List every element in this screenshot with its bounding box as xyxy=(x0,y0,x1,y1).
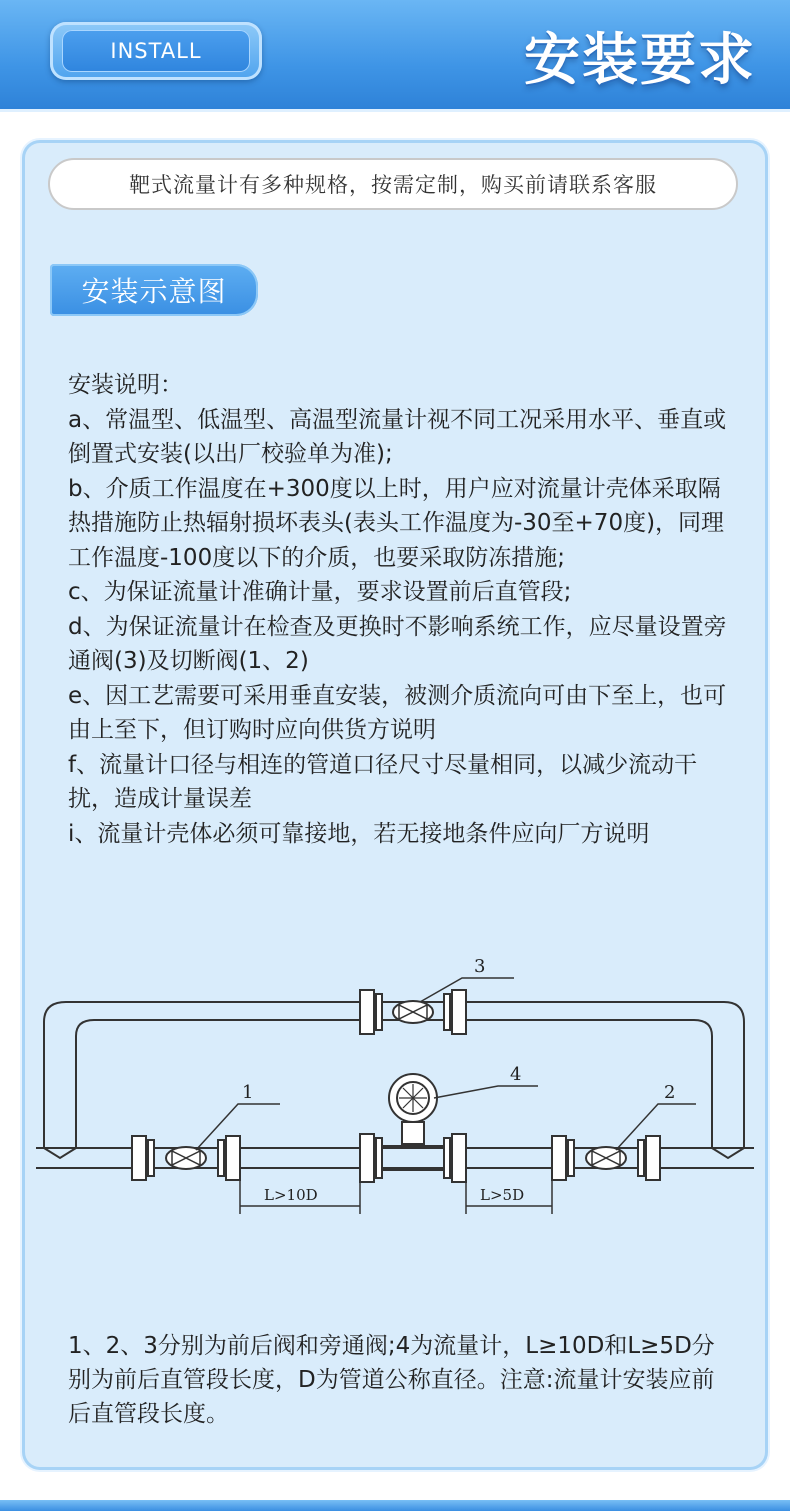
install-badge xyxy=(50,22,262,80)
diagram-footnote: 1、2、3分别为前后阀和旁通阀;4为流量计，L≥10D和L≥5D分别为前后直管段长度，D为管道公称直径。注意:流量计安装应前后直管段长度。 xyxy=(68,1333,715,1427)
page-title: 安装要求 xyxy=(524,28,756,93)
instruction-item-b: b、介质工作温度在+300度以上时，用户应对流量计壳体采取隔热措施防止热辐射损坏表头(表头工作温度为-30至+70度)，同理工作温度-100度以下的介质，也要采取防冻措施; xyxy=(68,475,725,571)
installation-instructions xyxy=(68,368,728,851)
instruction-item-a: a、常温型、低温型、高温型流量计视不同工况采用水平、垂直或倒置式安装(以出厂校验单为准); xyxy=(68,406,727,467)
label-valve-1: 1 xyxy=(242,1082,254,1103)
content-card xyxy=(22,140,768,1470)
instruction-item-i: i、流量计壳体必须可靠接地，若无接地条件应向厂方说明 xyxy=(68,820,650,847)
dim-upstream-label: L>10D xyxy=(264,1186,318,1204)
section-title-tab: 安装示意图 xyxy=(50,264,258,316)
label-valve-2: 2 xyxy=(664,1082,676,1103)
instruction-item-f: f、流量计口径与相连的管道口径尺寸尽量相同，以减少流动干扰，造成计量误差 xyxy=(68,751,698,812)
instructions-heading: 安装说明： xyxy=(68,372,183,398)
page-header xyxy=(0,0,790,112)
label-bypass-valve-3: 3 xyxy=(474,956,486,977)
install-label: INSTALL xyxy=(62,30,250,72)
instruction-item-c: c、为保证流量计准确计量，要求设置前后直管段; xyxy=(68,579,572,605)
installation-diagram xyxy=(36,956,754,1235)
instruction-item-e: e、因工艺需要可采用垂直安装，被测介质流向可由下至上，也可由上至下，但订购时应向供货方说明 xyxy=(68,682,727,743)
bottom-bar xyxy=(0,1500,790,1511)
label-flowmeter-4: 4 xyxy=(510,1064,522,1085)
dim-downstream-label: L>5D xyxy=(480,1186,525,1204)
instruction-item-d: d、为保证流量计在检查及更换时不影响系统工作，应尽量设置旁通阀(3)及切断阀(1、2) xyxy=(68,613,727,674)
customization-notice: 靶式流量计有多种规格，按需定制，购买前请联系客服 xyxy=(48,158,738,210)
